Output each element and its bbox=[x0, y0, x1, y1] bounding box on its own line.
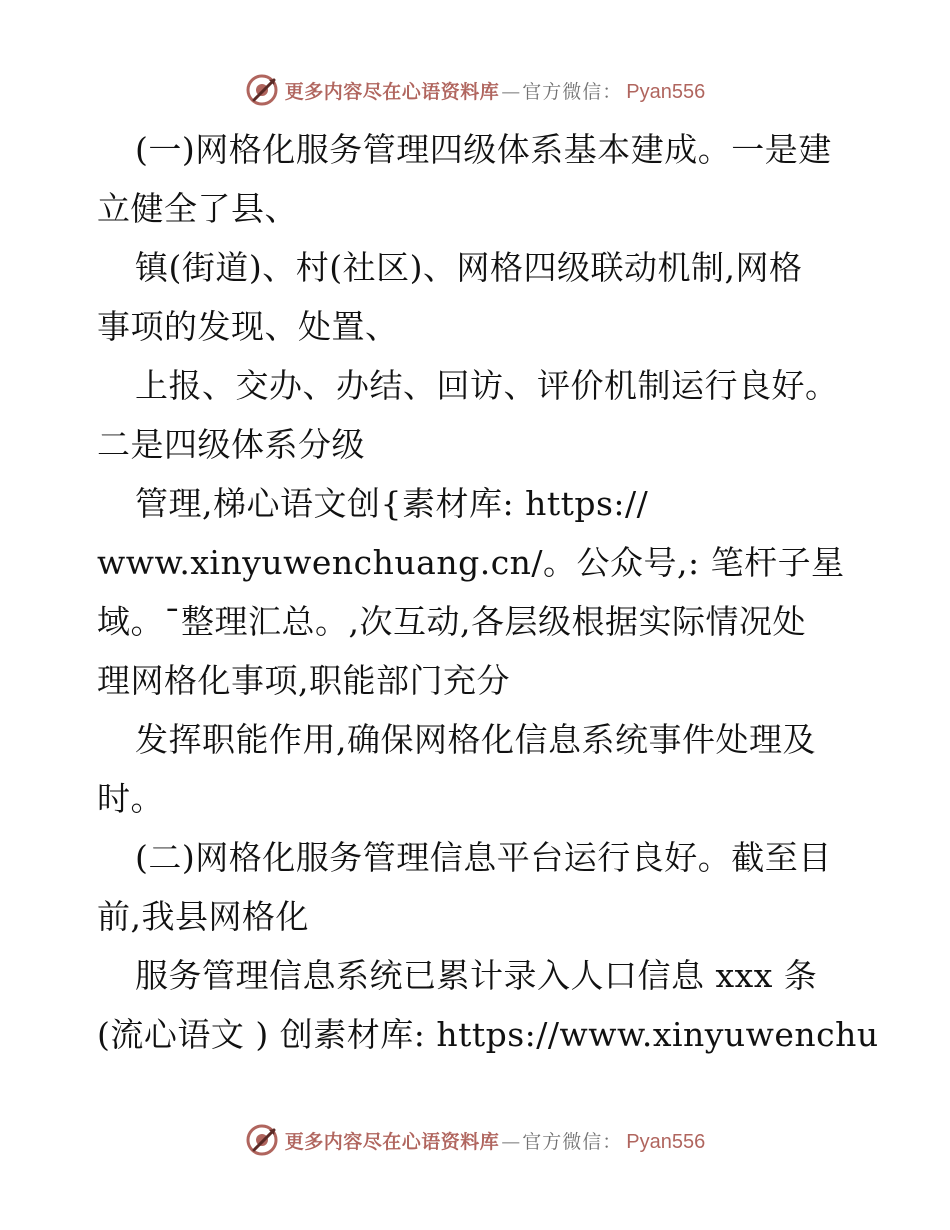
text-line-12: 时。 bbox=[97, 779, 164, 818]
footer-banner bbox=[0, 1120, 950, 1160]
text-line-6: 二是四级体系分级 bbox=[97, 425, 365, 464]
text-line-2: 立健全了县、 bbox=[97, 189, 298, 228]
text-line-11: 发挥职能作用,确保网格化信息系统事件处理及 bbox=[135, 720, 816, 759]
header-banner-title: 更多内容尽在心语资料库 bbox=[284, 80, 500, 103]
logo-icon bbox=[245, 1123, 279, 1157]
header-banner-label: 官方微信： bbox=[522, 80, 623, 103]
text-line-16: (流心语文 ) 创素材库: https://www.xinyuwenchu bbox=[97, 1015, 879, 1054]
text-line-7: 管理,梯心语文创{素材库: https:// bbox=[135, 484, 649, 523]
text-line-4: 事项的发现、处置、 bbox=[97, 307, 399, 346]
header-banner-id: Pyan556 bbox=[626, 80, 706, 103]
header-banner-text bbox=[285, 77, 706, 104]
text-line-10: 理网格化事项,职能部门充分 bbox=[97, 661, 510, 700]
logo-icon bbox=[245, 73, 279, 107]
text-line-8: www.xinyuwenchuang.cn/。公众号,: 笔杆子星 bbox=[97, 543, 845, 582]
header-banner bbox=[0, 70, 950, 110]
header-banner-separator: — bbox=[501, 80, 521, 103]
footer-banner-text bbox=[285, 1127, 706, 1154]
footer-banner-title: 更多内容尽在心语资料库 bbox=[284, 1130, 500, 1153]
text-line-9: 域。¯整理汇总。,次互动,各层级根据实际情况处 bbox=[97, 602, 806, 641]
footer-banner-id: Pyan556 bbox=[626, 1130, 706, 1153]
footer-banner-separator: — bbox=[501, 1130, 521, 1153]
text-line-14: 前,我县网格化 bbox=[97, 897, 309, 936]
text-line-15: 服务管理信息系统已累计录入人口信息 xxx 条 bbox=[135, 956, 818, 995]
text-line-1: (一)网格化服务管理四级体系基本建成。一是建 bbox=[135, 130, 832, 169]
text-line-13: (二)网格化服务管理信息平台运行良好。截至目 bbox=[135, 838, 832, 877]
text-line-5: 上报、交办、办结、回访、评价机制运行良好。 bbox=[135, 366, 839, 405]
footer-banner-label: 官方微信： bbox=[522, 1130, 623, 1153]
text-line-3: 镇(街道)、村(社区)、网格四级联动机制,网格 bbox=[135, 248, 803, 287]
document-body bbox=[97, 120, 879, 1064]
